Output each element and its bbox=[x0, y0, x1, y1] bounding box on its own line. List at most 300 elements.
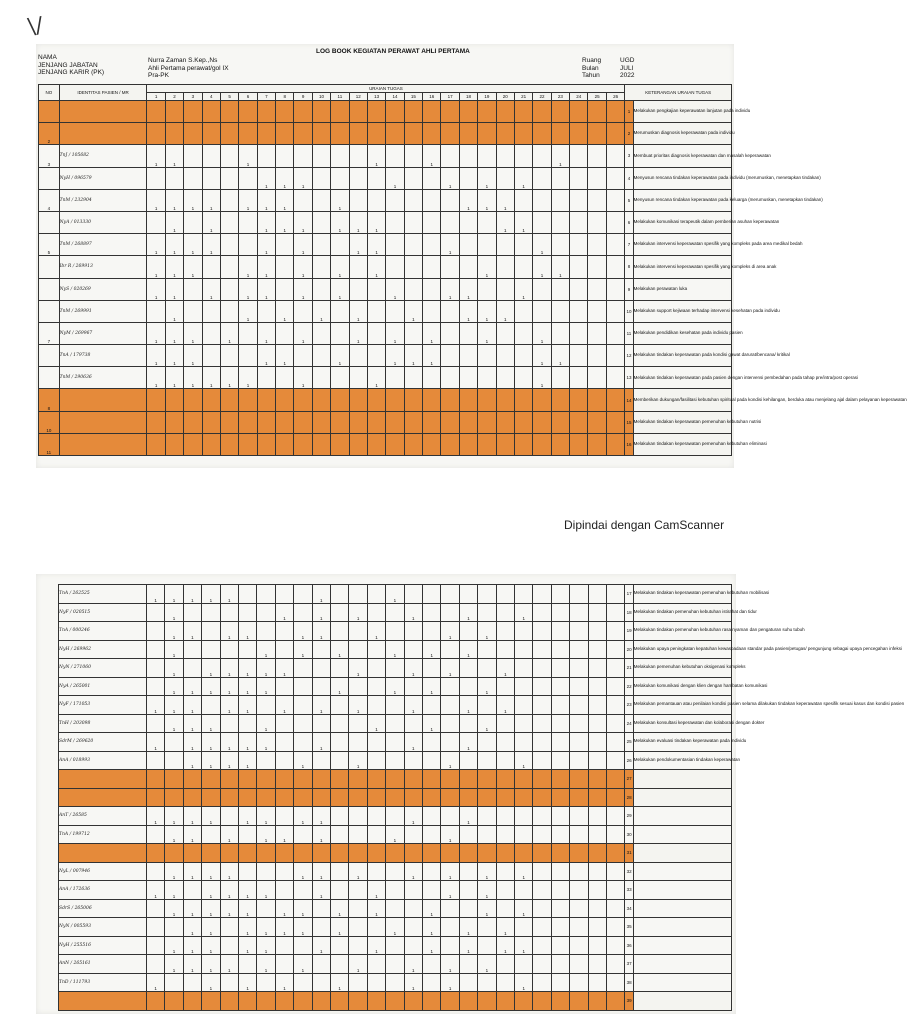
logbook-table-page-1 bbox=[38, 84, 907, 456]
task-number: 28 bbox=[625, 788, 633, 807]
day-cell: 1 bbox=[276, 189, 294, 211]
task-description bbox=[633, 936, 731, 955]
day-cell bbox=[257, 367, 275, 389]
day-cell bbox=[496, 992, 514, 1011]
task-description: Merumuskan diagnosis keperawatan pada individu bbox=[633, 123, 731, 145]
day-cell: 1 bbox=[404, 973, 422, 992]
day-cell bbox=[533, 992, 551, 1011]
day-cell bbox=[220, 992, 238, 1011]
day-cell bbox=[220, 234, 238, 256]
table-row bbox=[59, 918, 732, 937]
day-cell bbox=[275, 585, 293, 604]
day-cell bbox=[533, 955, 551, 974]
day-cell bbox=[239, 211, 257, 233]
table-row bbox=[59, 696, 732, 715]
task-number: 11 bbox=[625, 322, 633, 344]
day-cell: 1 bbox=[165, 659, 183, 678]
day-cell bbox=[294, 936, 312, 955]
table-row bbox=[39, 167, 732, 189]
table-row bbox=[39, 367, 732, 389]
day-cell bbox=[183, 788, 201, 807]
day-cell bbox=[238, 640, 256, 659]
patient-id: NyS / 020269 bbox=[59, 278, 147, 300]
day-cell bbox=[239, 433, 257, 455]
day-cell bbox=[147, 389, 165, 411]
day-cell bbox=[588, 881, 606, 900]
day-cell bbox=[478, 807, 496, 826]
day-cell bbox=[570, 640, 588, 659]
day-cell bbox=[588, 844, 606, 863]
day-cell bbox=[330, 733, 348, 752]
day-cell: 1 bbox=[496, 936, 514, 955]
day-cell bbox=[238, 603, 256, 622]
day-cell bbox=[607, 807, 625, 826]
day-cell bbox=[478, 788, 496, 807]
day-cell bbox=[588, 278, 606, 300]
day-cell bbox=[257, 862, 275, 881]
day-cell bbox=[275, 622, 293, 641]
day-cell bbox=[349, 992, 367, 1011]
day-cell: 1 bbox=[165, 256, 183, 278]
day-cell bbox=[441, 411, 459, 433]
task-number: 8 bbox=[625, 256, 633, 278]
table-row bbox=[59, 992, 732, 1011]
task-description: Melakukan tindakan pemenuhan kebutuhan istirahat dan tidur bbox=[633, 603, 731, 622]
day-cell bbox=[349, 167, 367, 189]
day-cell bbox=[551, 603, 569, 622]
day-cell: 1 bbox=[533, 367, 551, 389]
day-cell bbox=[606, 123, 625, 145]
day-cell bbox=[515, 955, 533, 974]
day-cell bbox=[257, 123, 275, 145]
task-description bbox=[633, 881, 731, 900]
day-cell bbox=[367, 322, 385, 344]
day-cell: 1 bbox=[202, 955, 220, 974]
day-cell: 1 bbox=[220, 696, 238, 715]
day-cell: 1 bbox=[367, 881, 385, 900]
day-cell bbox=[312, 345, 330, 367]
day-cell: 1 bbox=[459, 696, 477, 715]
day-cell: 1 bbox=[330, 677, 348, 696]
day-cell bbox=[367, 825, 385, 844]
day-cell bbox=[386, 696, 404, 715]
day-cell bbox=[570, 411, 588, 433]
day-cell bbox=[238, 770, 256, 789]
day-cell: 1 bbox=[478, 167, 496, 189]
day-cell: 1 bbox=[294, 278, 312, 300]
day-cell bbox=[459, 788, 477, 807]
day-cell: 1 bbox=[275, 696, 293, 715]
day-cell bbox=[533, 696, 551, 715]
day-cell bbox=[423, 585, 441, 604]
day-cell bbox=[551, 101, 569, 123]
day-cell bbox=[386, 733, 404, 752]
day-cell: 1 bbox=[165, 936, 183, 955]
day-cell: 1 bbox=[514, 211, 532, 233]
task-number: 7 bbox=[625, 234, 633, 256]
day-cell bbox=[257, 788, 275, 807]
table-row bbox=[39, 411, 732, 433]
day-cell: 1 bbox=[404, 862, 422, 881]
day-cell bbox=[607, 936, 625, 955]
day-cell: 1 bbox=[147, 256, 165, 278]
day-cell bbox=[423, 389, 441, 411]
day-cell bbox=[294, 696, 312, 715]
day-cell bbox=[330, 844, 348, 863]
day-cell bbox=[441, 211, 459, 233]
day-cell bbox=[183, 770, 201, 789]
day-cell: 1 bbox=[165, 640, 183, 659]
task-number: 35 bbox=[625, 918, 633, 937]
day-cell: 1 bbox=[330, 973, 348, 992]
day-cell bbox=[146, 788, 164, 807]
day-cell bbox=[588, 733, 606, 752]
day-cell bbox=[147, 123, 165, 145]
day-cell bbox=[551, 278, 569, 300]
day-cell bbox=[220, 714, 238, 733]
day-cell bbox=[349, 788, 367, 807]
day-cell bbox=[312, 322, 330, 344]
day-cell bbox=[202, 825, 220, 844]
day-cell bbox=[349, 256, 367, 278]
day-cell bbox=[386, 411, 404, 433]
day-cell bbox=[257, 899, 275, 918]
day-number: 13 bbox=[367, 93, 385, 101]
day-cell bbox=[386, 881, 404, 900]
header-patient: IDENTITAS PASIEN / MR bbox=[59, 85, 147, 101]
day-cell bbox=[165, 167, 183, 189]
day-cell bbox=[202, 123, 220, 145]
day-cell: 1 bbox=[312, 936, 330, 955]
day-cell: 1 bbox=[184, 189, 202, 211]
day-cell bbox=[570, 211, 588, 233]
day-cell bbox=[349, 278, 367, 300]
day-cell bbox=[184, 389, 202, 411]
row-number bbox=[39, 300, 60, 322]
day-cell: 1 bbox=[515, 603, 533, 622]
table-row bbox=[59, 603, 732, 622]
day-number: 7 bbox=[257, 93, 275, 101]
day-cell bbox=[588, 955, 606, 974]
header-uraian-tugas: URAIAN TUGAS bbox=[147, 85, 625, 93]
day-cell bbox=[330, 955, 348, 974]
day-cell: 1 bbox=[202, 751, 220, 770]
day-cell bbox=[515, 677, 533, 696]
day-cell: 1 bbox=[184, 256, 202, 278]
day-cell bbox=[459, 211, 477, 233]
task-number: 4 bbox=[625, 167, 633, 189]
day-cell: 1 bbox=[183, 585, 201, 604]
day-cell bbox=[478, 411, 496, 433]
day-cell: 1 bbox=[183, 899, 201, 918]
day-cell bbox=[533, 918, 551, 937]
day-number: 5 bbox=[220, 93, 238, 101]
day-cell bbox=[349, 585, 367, 604]
day-cell bbox=[570, 733, 588, 752]
day-number: 16 bbox=[423, 93, 441, 101]
day-cell bbox=[588, 585, 606, 604]
day-cell bbox=[570, 300, 588, 322]
patient-id: NyH / 269962 bbox=[59, 640, 147, 659]
day-cell bbox=[220, 973, 238, 992]
day-cell bbox=[257, 145, 275, 167]
day-cell: 1 bbox=[202, 807, 220, 826]
day-cell bbox=[238, 825, 256, 844]
day-number: 26 bbox=[606, 93, 625, 101]
day-cell bbox=[607, 899, 625, 918]
day-cell bbox=[496, 603, 514, 622]
day-cell bbox=[294, 733, 312, 752]
day-cell bbox=[496, 389, 514, 411]
day-cell bbox=[294, 603, 312, 622]
day-cell bbox=[238, 844, 256, 863]
patient-id: NyA / 013330 bbox=[59, 211, 147, 233]
day-cell: 1 bbox=[183, 825, 201, 844]
day-cell bbox=[330, 862, 348, 881]
day-cell bbox=[294, 189, 312, 211]
day-cell: 1 bbox=[202, 659, 220, 678]
patient-id: TnA / 000246 bbox=[59, 622, 147, 641]
day-cell bbox=[276, 411, 294, 433]
day-cell bbox=[183, 844, 201, 863]
day-cell: 1 bbox=[239, 367, 257, 389]
day-cell: 1 bbox=[294, 751, 312, 770]
day-cell bbox=[588, 788, 606, 807]
day-cell: 1 bbox=[441, 862, 459, 881]
day-cell bbox=[386, 862, 404, 881]
day-cell: 1 bbox=[312, 603, 330, 622]
day-cell bbox=[606, 300, 625, 322]
day-cell bbox=[331, 123, 349, 145]
table-row bbox=[59, 955, 732, 974]
day-cell bbox=[441, 899, 459, 918]
day-cell bbox=[423, 211, 441, 233]
day-cell: 1 bbox=[276, 167, 294, 189]
table-row bbox=[39, 300, 732, 322]
day-cell bbox=[276, 101, 294, 123]
day-cell bbox=[239, 123, 257, 145]
day-cell: 1 bbox=[423, 899, 441, 918]
day-cell bbox=[441, 322, 459, 344]
day-cell: 1 bbox=[257, 189, 275, 211]
day-cell: 1 bbox=[165, 300, 183, 322]
day-cell: 1 bbox=[515, 899, 533, 918]
scanner-caption: Dipindai dengan CamScanner bbox=[564, 518, 725, 532]
day-cell bbox=[312, 389, 330, 411]
row-number bbox=[39, 211, 60, 233]
task-description bbox=[633, 918, 731, 937]
day-cell bbox=[386, 300, 404, 322]
day-cell bbox=[588, 123, 606, 145]
day-cell: 1 bbox=[478, 862, 496, 881]
task-description: Melakukan tindakan keperawatan pemenuhan kebutuhan mobilisasi bbox=[633, 585, 731, 604]
day-cell bbox=[607, 677, 625, 696]
day-cell: 1 bbox=[184, 345, 202, 367]
day-cell bbox=[220, 189, 238, 211]
day-cell bbox=[294, 145, 312, 167]
day-cell: 1 bbox=[496, 918, 514, 937]
day-cell bbox=[588, 322, 606, 344]
day-cell bbox=[367, 300, 385, 322]
day-cell bbox=[588, 211, 606, 233]
day-cell bbox=[441, 770, 459, 789]
day-cell: 1 bbox=[146, 733, 164, 752]
day-cell bbox=[588, 189, 606, 211]
day-cell bbox=[588, 807, 606, 826]
day-cell: 1 bbox=[165, 367, 183, 389]
day-cell bbox=[570, 881, 588, 900]
day-cell bbox=[496, 622, 514, 641]
day-cell bbox=[551, 211, 569, 233]
day-cell bbox=[607, 603, 625, 622]
day-cell: 1 bbox=[423, 677, 441, 696]
day-cell bbox=[533, 278, 551, 300]
task-number: 26 bbox=[625, 751, 633, 770]
day-cell bbox=[294, 788, 312, 807]
patient-id: NyL / 007946 bbox=[59, 862, 147, 881]
day-cell bbox=[202, 433, 220, 455]
day-cell bbox=[423, 189, 441, 211]
day-cell: 1 bbox=[312, 300, 330, 322]
day-cell: 1 bbox=[404, 955, 422, 974]
day-cell bbox=[423, 234, 441, 256]
patient-id: NyM / 269967 bbox=[59, 322, 147, 344]
day-cell: 1 bbox=[220, 677, 238, 696]
day-cell bbox=[496, 256, 514, 278]
day-cell bbox=[514, 345, 532, 367]
day-cell bbox=[459, 367, 477, 389]
day-cell: 1 bbox=[238, 751, 256, 770]
day-cell bbox=[367, 955, 385, 974]
day-cell bbox=[330, 881, 348, 900]
day-cell bbox=[606, 367, 625, 389]
header-no: NO bbox=[39, 85, 60, 101]
day-cell bbox=[496, 123, 514, 145]
day-cell bbox=[367, 677, 385, 696]
day-cell: 1 bbox=[533, 234, 551, 256]
day-cell bbox=[551, 622, 569, 641]
day-cell bbox=[533, 770, 551, 789]
day-cell bbox=[423, 367, 441, 389]
patient-id bbox=[59, 433, 147, 455]
day-cell: 1 bbox=[183, 807, 201, 826]
day-cell bbox=[276, 322, 294, 344]
day-cell bbox=[459, 770, 477, 789]
task-number: 38 bbox=[625, 973, 633, 992]
task-description bbox=[633, 825, 731, 844]
day-cell bbox=[607, 696, 625, 715]
day-cell: 1 bbox=[515, 751, 533, 770]
day-cell bbox=[202, 300, 220, 322]
day-cell bbox=[238, 992, 256, 1011]
task-number: 36 bbox=[625, 936, 633, 955]
day-cell bbox=[183, 659, 201, 678]
day-cell bbox=[533, 145, 551, 167]
day-cell bbox=[404, 322, 422, 344]
day-cell bbox=[386, 770, 404, 789]
day-cell bbox=[239, 322, 257, 344]
task-description: Melakukan tindakan pemenuhan kebutuhan rasa nyaman dan pengaturan suhu tubuh bbox=[633, 622, 731, 641]
day-cell bbox=[294, 433, 312, 455]
day-cell: 1 bbox=[349, 603, 367, 622]
day-cell bbox=[386, 936, 404, 955]
day-cell bbox=[607, 770, 625, 789]
day-cell: 1 bbox=[349, 211, 367, 233]
day-cell bbox=[294, 992, 312, 1011]
day-cell bbox=[459, 677, 477, 696]
day-cell bbox=[367, 788, 385, 807]
patient-id bbox=[59, 123, 147, 145]
day-cell bbox=[404, 145, 422, 167]
day-number: 8 bbox=[276, 93, 294, 101]
day-cell bbox=[275, 844, 293, 863]
day-cell bbox=[606, 189, 625, 211]
day-cell bbox=[330, 788, 348, 807]
day-cell bbox=[459, 622, 477, 641]
day-cell bbox=[202, 256, 220, 278]
day-cell: 1 bbox=[202, 278, 220, 300]
day-cell bbox=[257, 992, 275, 1011]
table-row bbox=[59, 770, 732, 789]
day-cell: 1 bbox=[238, 899, 256, 918]
day-cell bbox=[331, 367, 349, 389]
day-cell bbox=[312, 123, 330, 145]
day-cell bbox=[331, 145, 349, 167]
day-cell bbox=[386, 603, 404, 622]
day-cell: 1 bbox=[220, 751, 238, 770]
day-cell bbox=[294, 585, 312, 604]
day-cell bbox=[220, 936, 238, 955]
day-cell: 1 bbox=[404, 659, 422, 678]
day-cell bbox=[606, 322, 625, 344]
day-cell bbox=[349, 881, 367, 900]
day-cell bbox=[570, 807, 588, 826]
day-cell: 1 bbox=[423, 322, 441, 344]
day-cell bbox=[514, 189, 532, 211]
day-cell bbox=[533, 844, 551, 863]
day-cell: 1 bbox=[349, 659, 367, 678]
day-number: 4 bbox=[202, 93, 220, 101]
day-cell bbox=[496, 881, 514, 900]
day-cell bbox=[349, 918, 367, 937]
day-cell bbox=[496, 677, 514, 696]
day-cell: 1 bbox=[367, 622, 385, 641]
day-cell bbox=[294, 825, 312, 844]
day-cell: 1 bbox=[238, 936, 256, 955]
day-cell: 1 bbox=[515, 973, 533, 992]
day-cell: 1 bbox=[294, 622, 312, 641]
day-cell bbox=[367, 189, 385, 211]
table-row bbox=[59, 788, 732, 807]
day-cell: 1 bbox=[238, 677, 256, 696]
day-cell: 1 bbox=[386, 322, 404, 344]
day-number: 15 bbox=[404, 93, 422, 101]
day-cell: 1 bbox=[257, 714, 275, 733]
day-cell bbox=[404, 123, 422, 145]
day-cell bbox=[294, 881, 312, 900]
task-number: 34 bbox=[625, 899, 633, 918]
day-cell bbox=[276, 256, 294, 278]
day-cell: 1 bbox=[220, 622, 238, 641]
day-cell: 1 bbox=[404, 696, 422, 715]
day-cell bbox=[570, 278, 588, 300]
day-cell bbox=[423, 101, 441, 123]
day-cell bbox=[533, 659, 551, 678]
day-cell bbox=[478, 603, 496, 622]
page-title: LOG BOOK KEGIATAN PERAWAT AHLI PERTAMA bbox=[316, 48, 470, 55]
day-cell: 1 bbox=[294, 918, 312, 937]
day-cell bbox=[533, 640, 551, 659]
